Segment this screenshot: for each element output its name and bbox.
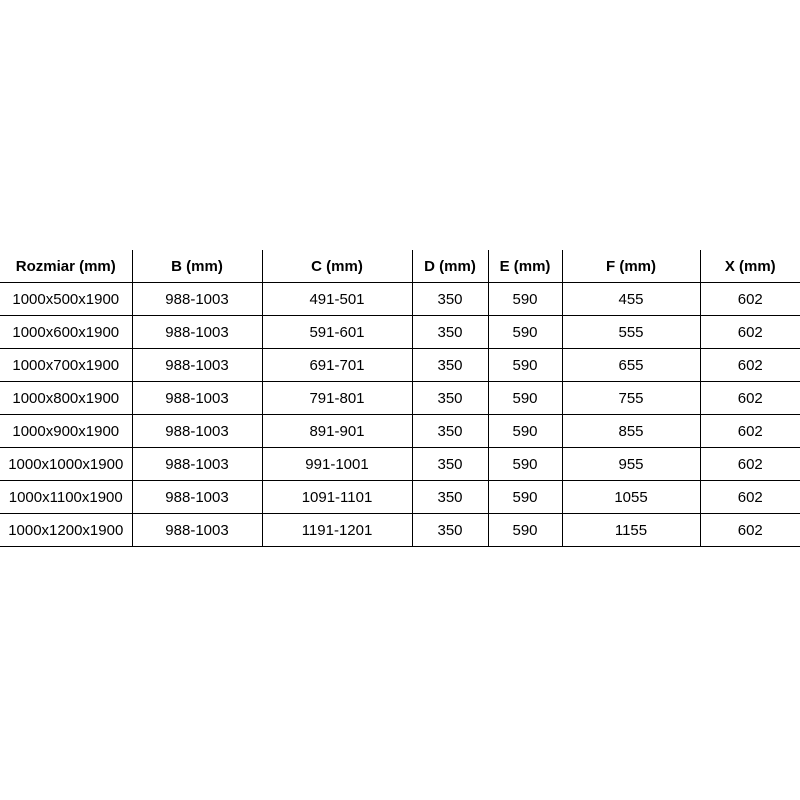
table-cell-d: 350 [412, 382, 488, 415]
table-cell-e: 590 [488, 316, 562, 349]
column-header-b: B (mm) [132, 250, 262, 283]
table-cell-size: 1000x1100x1900 [0, 481, 132, 514]
table-cell-d: 350 [412, 415, 488, 448]
table-row [0, 382, 800, 415]
table-body [0, 283, 800, 547]
table-cell-c: 491-501 [262, 283, 412, 316]
table-cell-b: 988-1003 [132, 481, 262, 514]
table-cell-b: 988-1003 [132, 415, 262, 448]
column-header-e: E (mm) [488, 250, 562, 283]
table-cell-x: 602 [700, 316, 800, 349]
table-cell-x: 602 [700, 415, 800, 448]
column-header-f: F (mm) [562, 250, 700, 283]
table-cell-b: 988-1003 [132, 349, 262, 382]
table-cell-f: 755 [562, 382, 700, 415]
table-cell-f: 955 [562, 448, 700, 481]
table-cell-x: 602 [700, 283, 800, 316]
table-cell-size: 1000x1000x1900 [0, 448, 132, 481]
table-cell-c: 591-601 [262, 316, 412, 349]
table-cell-e: 590 [488, 448, 562, 481]
table-cell-e: 590 [488, 283, 562, 316]
table-row [0, 514, 800, 547]
table-cell-c: 691-701 [262, 349, 412, 382]
table-cell-b: 988-1003 [132, 316, 262, 349]
table-row [0, 415, 800, 448]
table-cell-x: 602 [700, 448, 800, 481]
column-header-c: C (mm) [262, 250, 412, 283]
table-cell-c: 891-901 [262, 415, 412, 448]
table-cell-size: 1000x500x1900 [0, 283, 132, 316]
table-cell-size: 1000x1200x1900 [0, 514, 132, 547]
table-cell-x: 602 [700, 382, 800, 415]
table-row [0, 448, 800, 481]
table-cell-x: 602 [700, 514, 800, 547]
table-cell-f: 455 [562, 283, 700, 316]
table-cell-size: 1000x700x1900 [0, 349, 132, 382]
dimensions-table [0, 250, 800, 547]
table-cell-e: 590 [488, 382, 562, 415]
table-cell-x: 602 [700, 481, 800, 514]
table-cell-size: 1000x600x1900 [0, 316, 132, 349]
table-cell-d: 350 [412, 283, 488, 316]
table-cell-b: 988-1003 [132, 448, 262, 481]
table-cell-c: 791-801 [262, 382, 412, 415]
table-cell-f: 855 [562, 415, 700, 448]
table-cell-b: 988-1003 [132, 382, 262, 415]
column-header-size: Rozmiar (mm) [0, 250, 132, 283]
table-cell-d: 350 [412, 514, 488, 547]
table-cell-d: 350 [412, 481, 488, 514]
table-row [0, 481, 800, 514]
table-cell-f: 1055 [562, 481, 700, 514]
table-cell-size: 1000x800x1900 [0, 382, 132, 415]
table-cell-x: 602 [700, 349, 800, 382]
table-cell-e: 590 [488, 514, 562, 547]
table-cell-b: 988-1003 [132, 514, 262, 547]
table-cell-c: 991-1001 [262, 448, 412, 481]
column-header-x: X (mm) [700, 250, 800, 283]
table-cell-f: 555 [562, 316, 700, 349]
table-row [0, 316, 800, 349]
table-row [0, 349, 800, 382]
table-cell-size: 1000x900x1900 [0, 415, 132, 448]
table-cell-d: 350 [412, 448, 488, 481]
table-cell-c: 1091-1101 [262, 481, 412, 514]
table-header-row [0, 250, 800, 283]
column-header-d: D (mm) [412, 250, 488, 283]
table-row [0, 283, 800, 316]
table-cell-b: 988-1003 [132, 283, 262, 316]
table-cell-f: 655 [562, 349, 700, 382]
table-cell-d: 350 [412, 316, 488, 349]
table-cell-f: 1155 [562, 514, 700, 547]
table-cell-d: 350 [412, 349, 488, 382]
table-cell-e: 590 [488, 349, 562, 382]
table-cell-e: 590 [488, 481, 562, 514]
table-cell-e: 590 [488, 415, 562, 448]
table-cell-c: 1191-1201 [262, 514, 412, 547]
